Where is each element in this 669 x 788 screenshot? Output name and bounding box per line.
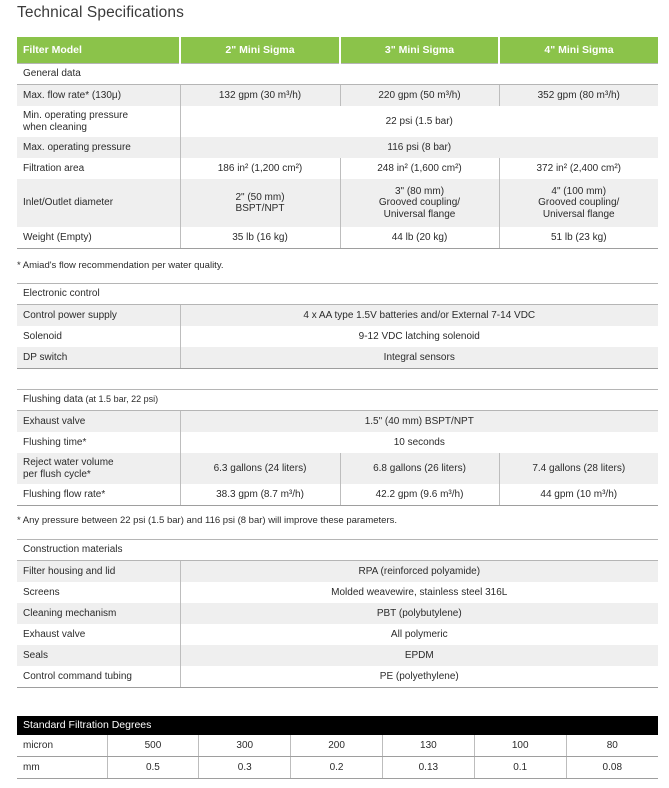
section-materials: Construction materials [17,540,658,561]
table-row [17,624,658,645]
header-row [17,37,658,64]
flushing-data-table [17,389,658,506]
model-3-header: 3" Mini Sigma [340,37,499,64]
row-label: Weight (Empty) [17,227,180,249]
row-label: Exhaust valve [17,411,180,433]
cell-value: 10 seconds [393,436,445,448]
table-row [17,484,658,506]
cell-value: 0.3 [199,757,291,779]
row-label: Flushing time* [17,432,180,453]
table-row [17,666,658,688]
row-label: DP switch [17,347,180,369]
cell-value: 0.5 [107,757,199,779]
cell-value: Molded weavewire, stainless steel 316L [331,586,508,598]
materials-table [17,539,658,688]
table-row [17,106,658,137]
row-label: Seals [17,645,180,666]
row-label: Solenoid [17,326,180,347]
cell-value: All polymeric [390,628,448,640]
table-row [17,411,658,433]
section-electronic: Electronic control [17,284,658,305]
cell-value: 42.2 gpm (9.6 m³/h) [340,484,499,506]
cell-value: 0.2 [291,757,383,779]
cell-value: PBT (polybutylene) [180,603,658,624]
cell-value: 220 gpm (50 m³/h) [340,85,499,107]
cell-value: 6.3 gallons (24 liters) [180,453,340,484]
cell-value: 6.8 gallons (26 liters) [340,453,499,484]
filtration-degrees-table [17,716,658,779]
table-row [17,326,658,347]
table-row [17,227,658,249]
general-data-table [17,37,658,249]
cell-value: 35 lb (16 kg) [180,227,340,249]
model-2-header: 2" Mini Sigma [180,37,340,64]
row-label: Flushing flow rate* [17,484,180,506]
table-row [17,179,658,227]
section-flushing: Flushing data (at 1.5 bar, 22 psi) [17,390,658,411]
cell-value: 352 gpm (80 m³/h) [499,85,658,107]
cell-value: 100 [474,735,566,757]
cell-value: 0.13 [382,757,474,779]
row-label: mm [17,757,107,779]
cell-value: 44 gpm (10 m³/h) [499,484,658,506]
row-label: Max. flow rate* (130μ) [17,85,180,107]
footnote-flow: * Amiad's flow recommendation per water quality. [17,260,224,271]
table-row [17,432,658,453]
table-row [17,561,658,583]
cell-value: 4" (100 mm) Grooved coupling/ Universal flange [499,179,658,227]
row-label: Inlet/Outlet diameter [17,179,180,227]
cell-value: 9-12 VDC latching solenoid [358,330,480,342]
table-row [17,158,658,179]
cell-value: 500 [107,735,199,757]
table-row [17,645,658,666]
cell-value: 132 gpm (30 m³/h) [180,85,340,107]
cell-value: 300 [199,735,291,757]
row-label: Max. operating pressure [17,137,180,158]
table-row [17,453,658,484]
cell-value: 38.3 gpm (8.7 m³/h) [180,484,340,506]
cell-value: 116 psi (8 bar) [180,137,658,158]
cell-value: 22 psi (1.5 bar) [385,115,453,127]
cell-value: 80 [566,735,658,757]
cell-value: 4 x AA type 1.5V batteries and/or External 7-14 VDC [180,305,658,327]
row-label: Filter housing and lid [17,561,180,583]
cell-value: 1.5" (40 mm) BSPT/NPT [180,411,658,433]
row-label: Screens [17,582,180,603]
footnote-pressure: * Any pressure between 22 psi (1.5 bar) and 116 psi (8 bar) will improve these parameters. [17,515,398,526]
cell-value: 130 [382,735,474,757]
cell-value: Integral sensors [180,347,658,369]
table-row [17,85,658,107]
table-row [17,305,658,327]
table-row [17,137,658,158]
cell-value: 2" (50 mm) BSPT/NPT [180,179,340,227]
cell-value: 0.1 [474,757,566,779]
row-label: Min. operating pressure when cleaning [17,106,180,137]
cell-value: 372 in² (2,400 cm²) [499,158,658,179]
cell-value: 7.4 gallons (28 liters) [499,453,658,484]
page-title: Technical Specifications [17,4,184,21]
row-label: Filtration area [17,158,180,179]
row-label: micron [17,735,107,757]
filter-model-header: Filter Model [17,37,180,64]
cell-value: 186 in² (1,200 cm²) [217,162,303,174]
cell-value: EPDM [180,645,658,666]
row-label: Reject water volume per flush cycle* [17,453,180,484]
cell-value: 248 in² (1,600 cm²) [340,158,499,179]
cell-value: 3" (80 mm) Grooved coupling/ Universal flange [340,179,499,227]
table-row [17,582,658,603]
row-label: Control command tubing [17,666,180,688]
electronic-control-table [17,283,658,369]
table-row [17,735,658,757]
row-label: Cleaning mechanism [17,603,180,624]
cell-value: PE (polyethylene) [180,666,658,688]
section-general: General data [17,64,658,85]
degrees-title: Standard Filtration Degrees [17,716,658,735]
table-row [17,757,658,779]
cell-value: 44 lb (20 kg) [340,227,499,249]
cell-value: 51 lb (23 kg) [499,227,658,249]
cell-value: RPA (reinforced polyamide) [180,561,658,583]
row-label: Control power supply [17,305,180,327]
table-row [17,347,658,369]
row-label: Exhaust valve [17,624,180,645]
table-row [17,603,658,624]
model-4-header: 4" Mini Sigma [499,37,658,64]
cell-value: 200 [291,735,383,757]
cell-value: 0.08 [566,757,658,779]
